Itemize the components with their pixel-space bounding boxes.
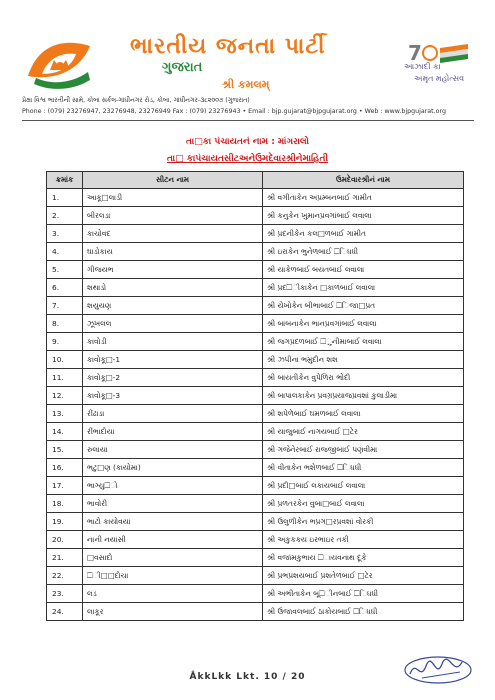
state-name: ગુજરાત <box>162 60 203 75</box>
cell-serial: 5. <box>47 261 83 279</box>
cell-serial: 21. <box>47 549 83 567</box>
cell-seat-name: શથાડો <box>83 279 263 297</box>
cell-candidate-name: શ્રી અભીતાકેન બૂ□ીનબાઈ □િધધી <box>263 585 464 603</box>
cell-seat-name: રીંઢાડા <box>83 405 263 423</box>
cell-seat-name: રીંભાદોયા <box>83 423 263 441</box>
cell-candidate-name: શ્રી યાકેળબાઈ બયતબાઈ લવાલા <box>263 261 464 279</box>
cell-candidate-name: શ્રી પ્રદી□બાઈ લકાયબાઈ લવાલા <box>263 477 464 495</box>
cell-serial: 14. <box>47 423 83 441</box>
cell-serial: 20. <box>47 531 83 549</box>
cell-seat-name: ઘાડોકાય <box>83 243 263 261</box>
cell-seat-name: ભાટો કાયોવયા <box>83 513 263 531</box>
cell-serial: 16. <box>47 459 83 477</box>
cell-serial: 22. <box>47 567 83 585</box>
cell-serial: 10. <box>47 351 83 369</box>
cell-seat-name: શયુયણ <box>83 297 263 315</box>
cell-candidate-name: શ્રી ઉલુળીકેન ભપ્રગ□રપ્રવશાં વોરકી <box>263 513 464 531</box>
cell-serial: 12. <box>47 387 83 405</box>
table-row <box>47 585 464 603</box>
cell-seat-name: બીરલડા <box>83 207 263 225</box>
cell-candidate-name: શ્રી યાજુબાઈ નાગયબાઈ □ટેર <box>263 423 464 441</box>
cell-serial: 11. <box>47 369 83 387</box>
header-candidate: ઉમદેવારશ્રીનં નામ <box>263 172 464 189</box>
table-row <box>47 351 464 369</box>
cell-candidate-name: શ્રી ઝપીના ભમુદીન શશ <box>263 351 464 369</box>
cell-seat-name: રુલાયા <box>83 441 263 459</box>
table-row <box>47 189 464 207</box>
cell-seat-name: કાવોકૂ□-1 <box>83 351 263 369</box>
header-seat: સીટન નામ <box>83 172 263 189</box>
cell-seat-name: કાવોકૂ□-2 <box>83 369 263 387</box>
table-title-text: તા□ કાપંચાયતસીટઅનેઉમદેવારશ્રીનેમાહિતી <box>166 154 329 164</box>
cell-seat-name: □વસાદો <box>83 549 263 567</box>
table-title <box>0 154 495 164</box>
cell-seat-name: લાકૂર <box>83 603 263 621</box>
azadi-text-line2: અમૃત મહોત્સવ <box>414 74 465 83</box>
cell-candidate-name: શ્રી ગજેનેરબાઈ રાજજીબાઈ પણવીમા <box>263 441 464 459</box>
cell-serial: 19. <box>47 513 83 531</box>
cell-candidate-name: શ્રી પ્રદ□ીકાકેન □કાળબાઈ લવાલા <box>263 279 464 297</box>
table-row <box>47 225 464 243</box>
table-row <box>47 405 464 423</box>
cell-serial: 24. <box>47 603 83 621</box>
table-row <box>47 369 464 387</box>
signature-icon <box>402 652 474 688</box>
cell-candidate-name: શ્રી પ્રભપ્રશયબાઈ પ્રશતેળબાઈ □ટેર <box>263 567 464 585</box>
cell-serial: 17. <box>47 477 83 495</box>
cell-candidate-name: શ્રી ઇરાકેન ભુનેળબાઈ □િધધી <box>263 243 464 261</box>
cell-serial: 23. <box>47 585 83 603</box>
header-divider <box>22 120 474 121</box>
cell-seat-name: ઝૂખલલ <box>83 315 263 333</box>
cell-candidate-name: શ્રી પ્રળતરકેન વુબા□બાઈ લવાલા <box>263 495 464 513</box>
cell-serial: 9. <box>47 333 83 351</box>
table-header-row <box>47 172 464 189</box>
table-row <box>47 333 464 351</box>
cell-serial: 7. <box>47 297 83 315</box>
table-row <box>47 567 464 585</box>
cell-seat-name: ભાગ્યુ□ો <box>83 477 263 495</box>
taluka-panchayat-title: તા□કા પંચાયતનં નામ : માંગરાલો <box>186 137 309 147</box>
cell-candidate-name: શ્રી કનુકેન ખુમાનપ્રવગાંબાઈ લવાલા <box>263 207 464 225</box>
cell-candidate-name: શ્રી પ્રદનીકેન કલ□ળબાઈ ગામીત <box>263 225 464 243</box>
azadi-text-line1: આઝાદી કા <box>404 62 441 71</box>
table-row <box>47 315 464 333</box>
address-line: પ્રેક્ષા વિશ્વ ભારતીની સામે, કોબા સર્કલ-ગાંધીનગર રોડ, કોબા, ગાંધીનગર-૩૮૨૦૦૭ (ગુજરાત) <box>22 97 250 104</box>
cell-serial: 4. <box>47 243 83 261</box>
cell-candidate-name: શ્રી ઉજાવલબાઈ ઠાકોયબાઈ □િધધી <box>263 603 464 621</box>
cell-seat-name: □ી□□દોચા <box>83 567 263 585</box>
cell-candidate-name: શ્રી બાયતીકેન વુપેળિરા ભોદી <box>263 369 464 387</box>
cell-candidate-name: શ્રી યેખોકેન બીભાબાઈ □િજા□પ્રત <box>263 297 464 315</box>
office-name: શ્રી કમલમ્ <box>222 78 270 91</box>
cell-serial: 13. <box>47 405 83 423</box>
cell-candidate-name: શ્રી અકુકકય ઇરભાઇર તકી <box>263 531 464 549</box>
letterhead <box>0 0 495 120</box>
table-row <box>47 513 464 531</box>
cell-seat-name: નાની નયાસી <box>83 531 263 549</box>
cell-candidate-name: શ્રી વજાંમકુભાય □ાયવનાથ દૂકે <box>263 549 464 567</box>
cell-serial: 2. <box>47 207 83 225</box>
table-row <box>47 603 464 621</box>
cell-serial: 8. <box>47 315 83 333</box>
svg-text:7: 7 <box>408 41 422 65</box>
bjp-lotus-logo-icon <box>24 36 96 94</box>
table-row <box>47 477 464 495</box>
cell-candidate-name: શ્રી જગપ્રદળબાઈ □ુનીમાબાઈ લવાલા <box>263 333 464 351</box>
table-row <box>47 531 464 549</box>
cell-candidate-name: શ્રી બાપાલકાકેન પ્રવગ્રપ્રયાજપ્રવશાં કુલાડીમા <box>263 387 464 405</box>
cell-serial: 1. <box>47 189 83 207</box>
cell-serial: 18. <box>47 495 83 513</box>
cell-seat-name: કાવોકૂ□-3 <box>83 387 263 405</box>
cell-seat-name: ભાવોરી <box>83 495 263 513</box>
cell-candidate-name: શ્રી વીતાકેન ભશેળબાઈ □િધધી <box>263 459 464 477</box>
candidate-table <box>46 171 464 621</box>
cell-seat-name: કાવોડી <box>83 333 263 351</box>
cell-candidate-name: શ્રી વગીતાકેન અપ્રમ્બનબાઈ ગામીત <box>263 189 464 207</box>
table-row <box>47 423 464 441</box>
table-row <box>47 495 464 513</box>
table-row <box>47 549 464 567</box>
contact-line: Phone : (079) 23276947, 23276948, 23276949 Fax : (079) 23276943 • Email : bjp.gujarat@bjpgujarat.org • Web : www.bjpgujarat.org <box>22 108 446 115</box>
cell-candidate-name: શ્રી બાબનાકેન ભાનપ્રવગાંબાઈ લવાલા <box>263 315 464 333</box>
party-name: ભારતીય જનતા પાર્ટી <box>130 34 326 59</box>
cell-serial: 15. <box>47 441 83 459</box>
cell-candidate-name: શ્રી શપેળેબાઈ ઘમળબાઈ લવાલા <box>263 405 464 423</box>
cell-seat-name: આકૂ□લાડી <box>83 189 263 207</box>
header-serial: ક્રમાંક <box>47 172 83 189</box>
table-row <box>47 261 464 279</box>
page-number: ÅkkLkk Lkt. 10 / 20 <box>189 672 306 682</box>
cell-seat-name: લડ <box>83 585 263 603</box>
table-row <box>47 297 464 315</box>
cell-serial: 6. <box>47 279 83 297</box>
cell-serial: 3. <box>47 225 83 243</box>
table-row <box>47 459 464 477</box>
table-row <box>47 387 464 405</box>
table-row <box>47 207 464 225</box>
table-row <box>47 243 464 261</box>
table-row <box>47 441 464 459</box>
table-row <box>47 279 464 297</box>
cell-seat-name: ગીજયભ <box>83 261 263 279</box>
cell-seat-name: ભટુ□ણ (કાયોમા) <box>83 459 263 477</box>
cell-seat-name: કાચોવદ <box>83 225 263 243</box>
